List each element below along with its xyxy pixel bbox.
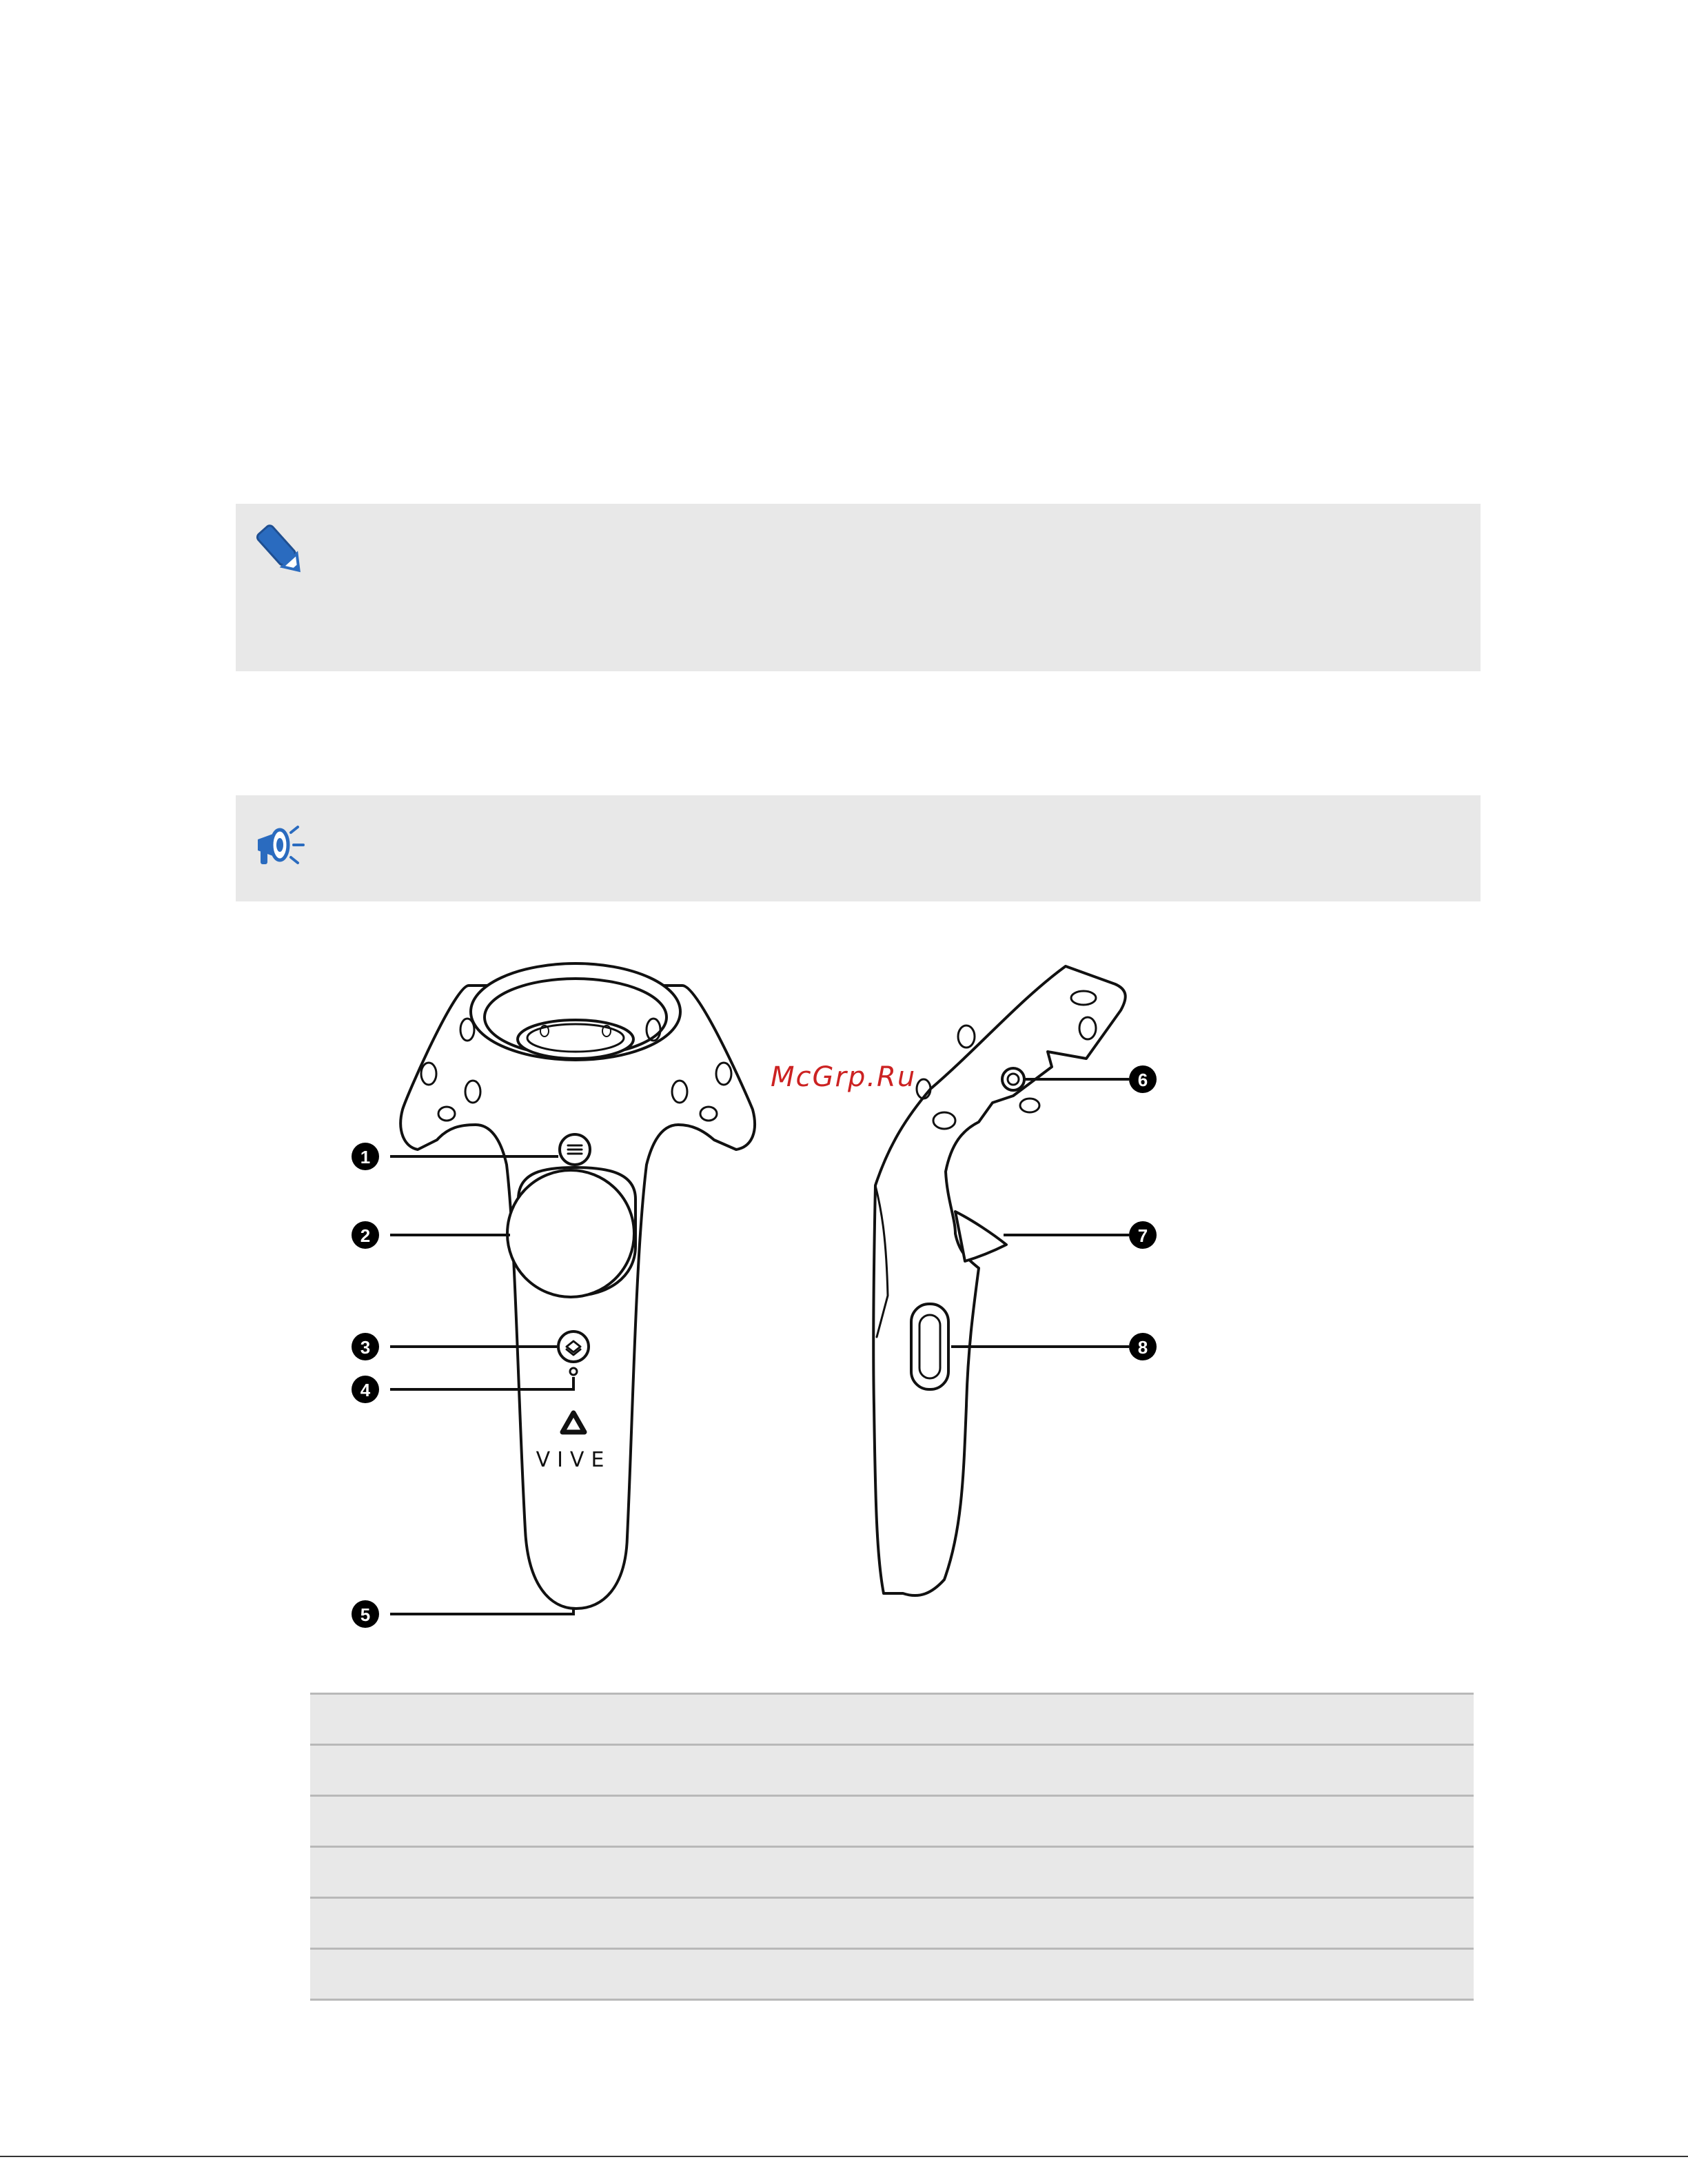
callout-5 [352, 1600, 379, 1628]
table-cell [310, 1745, 1474, 1796]
side-menu-button [1002, 1068, 1024, 1090]
watermark-text: McGrp.Ru [771, 1061, 917, 1093]
callout-8-label: 8 [1137, 1337, 1148, 1358]
table-cell [310, 1898, 1474, 1949]
callout-2 [352, 1221, 379, 1249]
callout-5-label: 5 [360, 1604, 371, 1625]
table-cell [310, 1847, 1474, 1898]
table-row [310, 1694, 1474, 1745]
controller-parts-table [310, 1693, 1474, 2001]
callout-4-label: 4 [360, 1380, 371, 1400]
table-row [310, 1949, 1474, 2000]
table-row [310, 1898, 1474, 1949]
table-cell [310, 1796, 1474, 1847]
grip-button [911, 1304, 948, 1389]
status-light [570, 1368, 577, 1375]
trigger [955, 1212, 1006, 1261]
callout-7-label: 7 [1137, 1225, 1148, 1246]
callout-1-label: 1 [360, 1147, 371, 1167]
callout-2-label: 2 [360, 1225, 371, 1246]
table-row [310, 1847, 1474, 1898]
table-cell [310, 1694, 1474, 1745]
callout-3-label: 3 [360, 1337, 371, 1358]
callout-8 [1129, 1333, 1157, 1360]
trackpad [507, 1170, 634, 1297]
footer-divider [0, 2156, 1688, 2157]
callout-6 [1129, 1065, 1157, 1093]
system-button [558, 1331, 589, 1362]
front-ring-hole [518, 1020, 633, 1059]
callout-7 [1129, 1221, 1157, 1249]
callout-3 [352, 1333, 379, 1360]
table-cell [310, 1949, 1474, 2000]
table-row [310, 1745, 1474, 1796]
vive-brand-text: VIVE [536, 1448, 611, 1472]
callout-1 [352, 1143, 379, 1170]
callout-4 [352, 1376, 379, 1403]
table-row [310, 1796, 1474, 1847]
side-controller-body [873, 966, 1126, 1595]
callout-6-label: 6 [1137, 1070, 1148, 1090]
